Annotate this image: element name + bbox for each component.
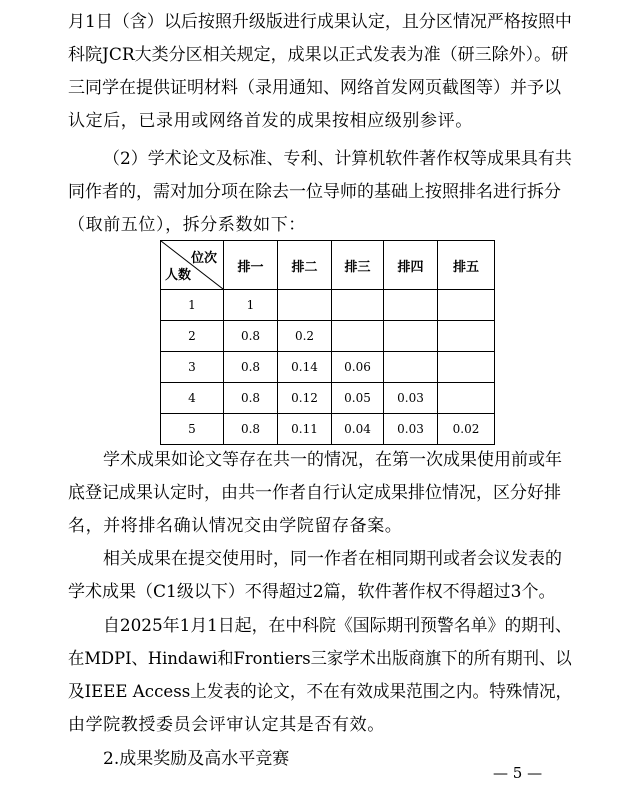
table-cell: 0.03 [384,414,438,445]
section-heading: 2.成果奖励及高水平竞赛 [103,749,290,769]
para4-line-2: 学术成果（C1级以下）不得超过2篇，软件著作权不得超过3个。 [68,582,556,602]
split-coefficient-table [160,240,495,445]
table-cell [384,290,438,321]
table-cell [438,352,495,383]
para1-line-2: 科院JCR大类分区相关规定，成果以正式发表为准（研三除外）。研 [68,45,569,65]
table-cell [332,321,384,352]
table-cell: 0.03 [384,383,438,414]
row-count: 3 [161,352,224,383]
table-cell: 0.05 [332,383,384,414]
table-cell: 0.12 [278,383,332,414]
row-count: 1 [161,290,224,321]
table-cell: 0.02 [438,414,495,445]
table-cell [438,383,495,414]
table-cell [438,321,495,352]
table-header-row [161,241,495,290]
corner-people-label: 人数 [165,268,192,283]
para2-line-1: （2）学术论文及标准、专利、计算机软件著作权等成果具有共 [103,149,572,169]
row-count: 5 [161,414,224,445]
table-cell: 0.06 [332,352,384,383]
table-cell [384,321,438,352]
para3-line-3: 名，并将排名确认情况交由学院留存备案。 [68,516,403,536]
para5-line-4: 由学院教授委员会评审认定其是否有效。 [68,715,385,735]
header-rank-2: 排二 [278,241,332,290]
row-count: 4 [161,383,224,414]
table-row [161,290,495,321]
table-cell [332,290,384,321]
para1-line-3: 三同学在提供证明材料（录用通知、网络首发网页截图等）并予以 [68,78,561,98]
table-row [161,321,495,352]
table-cell: 0.8 [224,352,278,383]
para5-line-1: 自2025年1月1日起，在中科院《国际期刊预警名单》的期刊、 [103,616,572,636]
table-cell: 0.8 [224,321,278,352]
para1-line-1: 月1日（含）以后按照升级版进行成果认定，且分区情况严格按照中 [68,12,572,32]
table-cell: 0.04 [332,414,384,445]
para1-line-4: 认定后，已录用或网络首发的成果按相应级别参评。 [68,111,473,131]
para3-line-1: 学术成果如论文等存在共一的情况，在第一次成果使用前或年 [103,450,562,470]
table-cell: 0.11 [278,414,332,445]
row-count: 2 [161,321,224,352]
para3-line-2: 底登记成果认定时，由共一作者自行认定成果排位情况，区分好排 [68,483,561,503]
para4-line-1: 相关成果在提交使用时，同一作者在相同期刊或者会议发表的 [103,549,562,569]
table-row [161,414,495,445]
para2-line-3: （取前五位），拆分系数如下： [68,215,306,235]
header-rank-5: 排五 [438,241,495,290]
table-cell: 0.14 [278,352,332,383]
table-cell [384,352,438,383]
table-row [161,352,495,383]
header-rank-4: 排四 [384,241,438,290]
page-number: — 5 — [493,764,543,782]
para5-line-3: 及IEEE Access上发表的论文，不在有效成果范围之内。特殊情况， [68,682,573,702]
corner-rank-label: 位次 [190,251,217,266]
header-rank-1: 排一 [224,241,278,290]
table-cell [438,290,495,321]
table-row [161,383,495,414]
table-cell [278,290,332,321]
para5-line-2: 在MDPI、Hindawi和Frontiers三家学术出版商旗下的所有期刊、以 [68,649,572,669]
header-rank-3: 排三 [332,241,384,290]
table-cell: 1 [224,290,278,321]
table-cell: 0.8 [224,414,278,445]
para2-line-2: 同作者的，需对加分项在除去一位导师的基础上按照排名进行拆分 [68,182,561,202]
table-cell: 0.8 [224,383,278,414]
table-cell: 0.2 [278,321,332,352]
table-corner-cell [161,241,224,290]
